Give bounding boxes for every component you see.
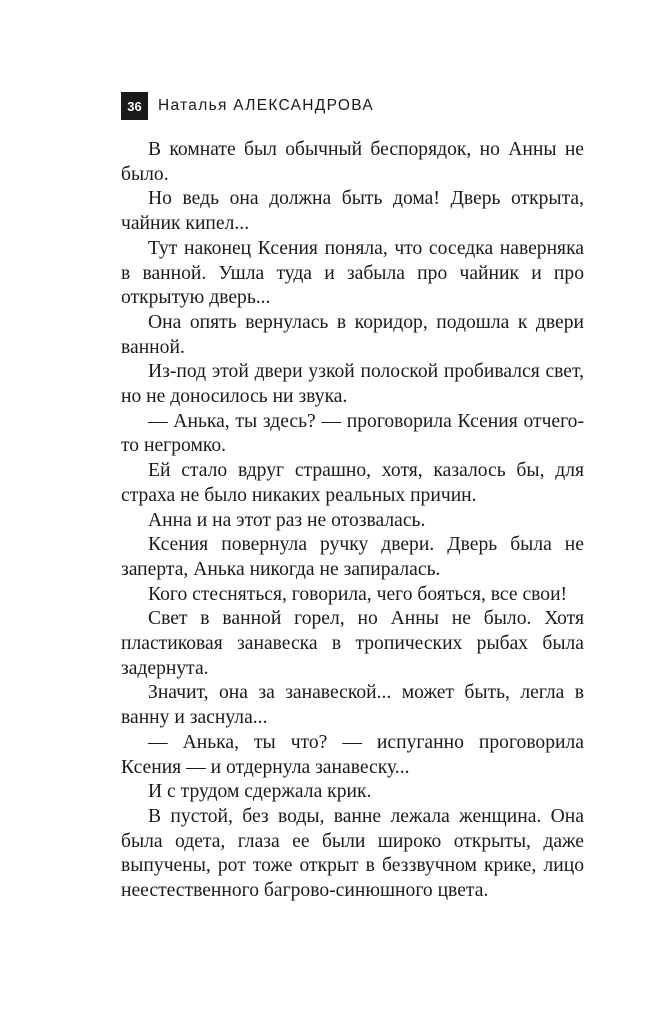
paragraph: Анна и на этот раз не отозвалась. (148, 509, 426, 531)
paragraph: Ей стало вдруг страшно, хотя, казалось бы, для страха не было никаких реальных причин. (121, 460, 584, 506)
paragraph: В комнате был обычный беспорядок, но Анны не было. (121, 139, 584, 185)
paragraph: Тут наконец Ксения поняла, что соседка наверняка в ванной. Ушла туда и забыла про чайник и про открытую дверь... (121, 237, 584, 309)
paragraph: Но ведь она должна быть дома! Дверь открыта, чайник кипел... (121, 188, 584, 235)
paragraph: И с трудом сдержала крик. (148, 781, 372, 803)
page-number: 36 (121, 92, 148, 120)
page-header (121, 92, 374, 120)
paragraph: Она опять вернулась в коридор, подошла к двери ванной. (121, 311, 584, 358)
paragraph: Свет в ванной горел, но Анны не было. Хотя пластиковая занавеска в тропических рыбах была задернута. (121, 608, 584, 679)
paragraph: Значит, она за занавеской... может быть, легла в ванну и заснула... (121, 682, 584, 729)
paragraph: Кого стесняться, говорила, чего бояться, все свои! (148, 583, 568, 605)
paragraph: В пустой, без воды, ванне лежала женщина. Она была одета, глаза ее были широко открыты, даже выпучены, рот тоже открыт в беззвучном крике, лицо неестественного багрово-синюшного цвета. (121, 805, 584, 902)
paragraph: Из-под этой двери узкой полоской пробивался свет, но не доносилось ни звука. (121, 361, 584, 408)
running-head: Наталья АЛЕКСАНДРОВА (158, 97, 374, 114)
paragraph: Ксения повернула ручку двери. Дверь была не заперта, Анька никогда не запиралась. (121, 534, 584, 580)
paragraph: — Анька, ты что? — испуганно проговорила Ксения — и отдернула занавеску... (121, 731, 584, 778)
paragraph: — Анька, ты здесь? — проговорила Ксения отчего-то негромко. (121, 410, 584, 457)
body-text (121, 138, 584, 904)
